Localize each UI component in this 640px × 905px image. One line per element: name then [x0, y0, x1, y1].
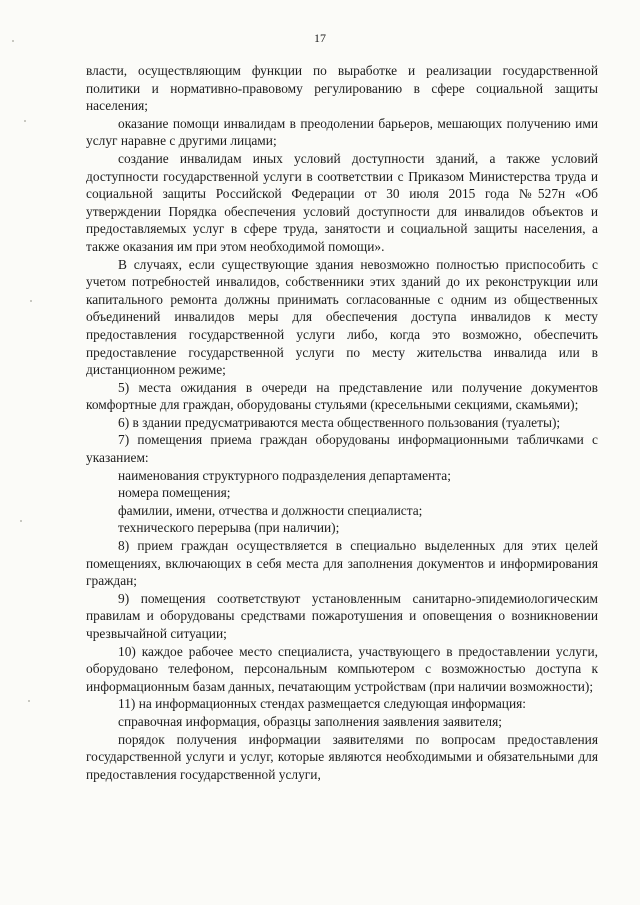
- paragraph: номера помещения;: [118, 485, 231, 501]
- document-body: [86, 62, 598, 783]
- scan-speck: [28, 700, 30, 702]
- paragraph: наименования структурного подразделения департамента;: [118, 467, 451, 483]
- page-number: 17: [314, 31, 326, 45]
- paragraph: фамилии, имени, отчества и должности специалиста;: [118, 502, 423, 518]
- paragraph: власти, осуществляющим функции по выработке и реализации государственной политики и нормативно-правовому регулированию в сфере социальной защиты населения;: [86, 63, 598, 114]
- paragraph: 11) на информационных стендах размещается следующая информация:: [118, 696, 527, 712]
- paragraph: В случаях, если существующие здания невозможно полностью приспособить с учетом потребностей инвалидов, собственники этих зданий до их реконструкции или капитального ремонта должны принимать согласованные с одним из общественных объединений инвалидов меры для обеспечения доступа инвалидов к месту предоставления государственной услуги либо, когда это возможно, обеспечить предоставление государственной услуги по месту жительства инвалида или в дистанционном режиме;: [86, 256, 598, 378]
- paragraph: 10) каждое рабочее место специалиста, участвующего в предоставлении услуги, оборудовано телефоном, персональным компьютером с возможностью доступа к информационным базам данных, печатающим устройствам (при наличии возможности);: [86, 643, 598, 694]
- paragraph: технического перерыва (при наличии);: [118, 520, 340, 536]
- paragraph: порядок получения информации заявителями по вопросам предоставления государственной услуги и услуг, которые являются необходимыми и обязательными для предоставления государственной услуги,: [86, 731, 598, 782]
- paragraph: оказание помощи инвалидам в преодолении барьеров, мешающих получению ими услуг наравне с другими лицами;: [86, 115, 598, 149]
- scan-speck: [24, 120, 26, 122]
- paragraph: создание инвалидам иных условий доступности зданий, а также условий доступности государственной услуги в соответствии с Приказом Министерства труда и социальной защиты Российской Федерации от 30 июля 2015 года №527н «Об утверждении Порядка обеспечения условий доступности для инвалидов объектов и предоставляемых услуг в сфере труда, занятости и социальной защиты населения, а также оказания им при этом необходимой помощи».: [86, 150, 598, 254]
- scan-speck: [20, 520, 22, 522]
- scan-speck: [12, 40, 14, 42]
- paragraph: справочная информация, образцы заполнения заявления заявителя;: [118, 713, 502, 729]
- paragraph: 7) помещения приема граждан оборудованы информационными табличками с указанием:: [86, 432, 598, 466]
- paragraph: 5) места ожидания в очереди на представление или получение документов комфортные для граждан, оборудованы стульями (кресельными секциями, скамьями);: [86, 379, 598, 413]
- paragraph: 6) в здании предусматриваются места общественного пользования (туалеты);: [118, 414, 561, 430]
- paragraph: 8) прием граждан осуществляется в специально выделенных для этих целей помещениях, включающих в себя места для заполнения документов и информирования граждан;: [86, 538, 598, 589]
- paragraph: 9) помещения соответствуют установленным санитарно-эпидемиологическим правилам и оборудованы средствами пожаротушения и оповещения о возникновении чрезвычайной ситуации;: [86, 590, 598, 641]
- scan-speck: [30, 300, 32, 302]
